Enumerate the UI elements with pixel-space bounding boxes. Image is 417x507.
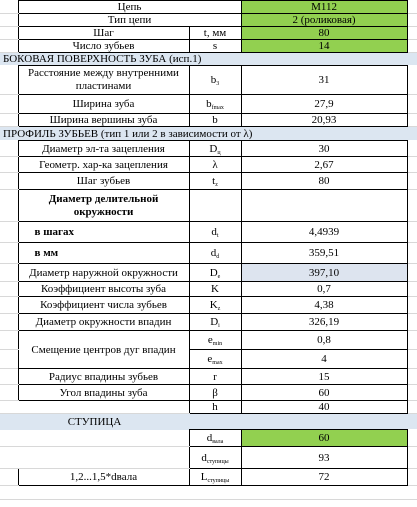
label-inner-distance[interactable]: Расстояние между внутренними пластинами	[18, 66, 189, 95]
label-root-diameter[interactable]: Диаметр окружности впадин	[18, 314, 189, 331]
label-offset[interactable]: Смещение центров дуг впадин	[18, 331, 189, 369]
symbol-hub-len[interactable]: $L_{ступицы}$	[189, 469, 241, 486]
row-root-diameter	[0, 314, 417, 331]
row-outer-diameter	[0, 264, 417, 282]
symbol-in-mm[interactable]: $d_d$	[189, 243, 241, 264]
symbol-pitch[interactable]: t, мм	[189, 27, 241, 40]
symbol-tip-width[interactable]: b	[189, 114, 241, 127]
symbol-offset-max[interactable]: $e_{max}$	[189, 350, 241, 369]
row-in-mm	[0, 243, 417, 264]
row-inner-distance	[0, 66, 417, 95]
symbol-outer-diameter[interactable]: $D_e$	[189, 264, 241, 282]
value-chain-type[interactable]: 2 (роликовая)	[241, 14, 407, 27]
row-chain-type	[0, 14, 417, 27]
label-in-mm[interactable]: в мм	[18, 243, 189, 264]
section-title-profile[interactable]: ПРОФИЛЬ ЗУБЬЕВ (тип 1 или 2 в зависимости от λ)	[0, 127, 417, 141]
symbol-engagement-diameter[interactable]: $D_ц$	[189, 141, 241, 157]
section-title-hub[interactable]: СТУПИЦА	[0, 414, 189, 430]
row-chain	[0, 1, 417, 14]
value-h[interactable]: 40	[241, 401, 407, 414]
symbol-hub-d[interactable]: $d_{ступицы}$	[189, 447, 241, 469]
symbol-shaft[interactable]: $d_{вала}$	[189, 430, 241, 447]
row-section-side	[0, 53, 417, 66]
value-root-angle[interactable]: 60	[241, 385, 407, 401]
symbol-h[interactable]: h	[189, 401, 241, 414]
section-title-side[interactable]: БОКОВАЯ ПОВЕРХНОСТЬ ЗУБА (исп.1)	[0, 53, 417, 66]
value-offset-min[interactable]: 0,8	[241, 331, 407, 350]
label-hub-len[interactable]: 1,2...1,5*dвала	[18, 469, 189, 486]
symbol-pitch-circle[interactable]	[189, 190, 241, 222]
value-geom-char[interactable]: 2,67	[241, 157, 407, 173]
label-chain[interactable]: Цепь	[18, 1, 241, 14]
label-teeth-coef[interactable]: Коэффициент числа зубьев	[18, 297, 189, 314]
symbol-root-angle[interactable]: β	[189, 385, 241, 401]
value-pitch-circle[interactable]	[241, 190, 407, 222]
symbol-tooth-width[interactable]: $b_{fmax}$	[189, 95, 241, 114]
empty-h-label[interactable]	[18, 401, 189, 414]
row-pitch-circle	[0, 190, 417, 222]
section-hub-filler	[189, 414, 417, 430]
row-teeth	[0, 40, 417, 53]
row-pitch	[0, 27, 417, 40]
label-root-radius[interactable]: Радиус впадины зубьев	[18, 369, 189, 385]
label-chain-type[interactable]: Тип цепи	[18, 14, 241, 27]
label-engagement-diameter[interactable]: Диаметр эл-та зацепления	[18, 141, 189, 157]
row-h	[0, 401, 417, 414]
value-root-diameter[interactable]: 326,19	[241, 314, 407, 331]
label-tooth-pitch[interactable]: Шаг зубьев	[18, 173, 189, 190]
symbol-root-diameter[interactable]: $D_i$	[189, 314, 241, 331]
label-tip-width[interactable]: Ширина вершины зуба	[18, 114, 189, 127]
value-outer-diameter[interactable]: 397,10	[241, 264, 407, 282]
label-pitch-circle[interactable]: Диаметр делительной окружности	[18, 190, 189, 222]
symbol-teeth-coef[interactable]: $K_z$	[189, 297, 241, 314]
row-in-steps	[0, 222, 417, 243]
symbol-tooth-pitch[interactable]: $t_z$	[189, 173, 241, 190]
value-height-coef[interactable]: 0,7	[241, 282, 407, 297]
value-chain[interactable]: М112	[241, 1, 407, 14]
value-teeth[interactable]: 14	[241, 40, 407, 53]
symbol-in-steps[interactable]: $d_t$	[189, 222, 241, 243]
value-shaft[interactable]: 60	[241, 430, 407, 447]
row-teeth-coef	[0, 297, 417, 314]
symbol-inner-distance[interactable]: $b_3$	[189, 66, 241, 95]
label-teeth[interactable]: Число зубьев	[18, 40, 189, 53]
symbol-teeth[interactable]: s	[189, 40, 241, 53]
empty-shaft-label[interactable]	[18, 430, 189, 447]
symbol-offset-min[interactable]: $e_{min}$	[189, 331, 241, 350]
value-engagement-diameter[interactable]: 30	[241, 141, 407, 157]
row-hub-d	[0, 447, 417, 469]
label-geom-char[interactable]: Геометр. хар-ка зацепления	[18, 157, 189, 173]
label-in-steps[interactable]: в шагах	[18, 222, 189, 243]
row-tooth-pitch	[0, 173, 417, 190]
row-offset-min	[0, 331, 417, 350]
value-tooth-width[interactable]: 27,9	[241, 95, 407, 114]
row-section-profile	[0, 127, 417, 141]
row-engagement-diameter	[0, 141, 417, 157]
row-empty-bottom	[0, 486, 417, 500]
symbol-height-coef[interactable]: K	[189, 282, 241, 297]
label-root-angle[interactable]: Угол впадины зуба	[18, 385, 189, 401]
value-hub-d[interactable]: 93	[241, 447, 407, 469]
symbol-geom-char[interactable]: λ	[189, 157, 241, 173]
empty-hub-d-label[interactable]	[18, 447, 189, 469]
label-outer-diameter[interactable]: Диаметр наружной окружности	[18, 264, 189, 282]
value-root-radius[interactable]: 15	[241, 369, 407, 385]
row-tooth-width	[0, 95, 417, 114]
row-geom-char	[0, 157, 417, 173]
label-height-coef[interactable]: Коэффициент высоты зуба	[18, 282, 189, 297]
value-teeth-coef[interactable]: 4,38	[241, 297, 407, 314]
row-height-coef	[0, 282, 417, 297]
label-tooth-width[interactable]: Ширина зуба	[18, 95, 189, 114]
value-offset-max[interactable]: 4	[241, 350, 407, 369]
value-hub-len[interactable]: 72	[241, 469, 407, 486]
row-tip-width	[0, 114, 417, 127]
row-root-angle	[0, 385, 417, 401]
value-tooth-pitch[interactable]: 80	[241, 173, 407, 190]
symbol-root-radius[interactable]: r	[189, 369, 241, 385]
value-tip-width[interactable]: 20,93	[241, 114, 407, 127]
value-in-mm[interactable]: 359,51	[241, 243, 407, 264]
row-section-hub	[0, 414, 417, 430]
value-inner-distance[interactable]: 31	[241, 66, 407, 95]
value-in-steps[interactable]: 4,4939	[241, 222, 407, 243]
label-pitch[interactable]: Шаг	[18, 27, 189, 40]
row-hub-len	[0, 469, 417, 486]
row-shaft	[0, 430, 417, 447]
value-pitch[interactable]: 80	[241, 27, 407, 40]
row-root-radius	[0, 369, 417, 385]
